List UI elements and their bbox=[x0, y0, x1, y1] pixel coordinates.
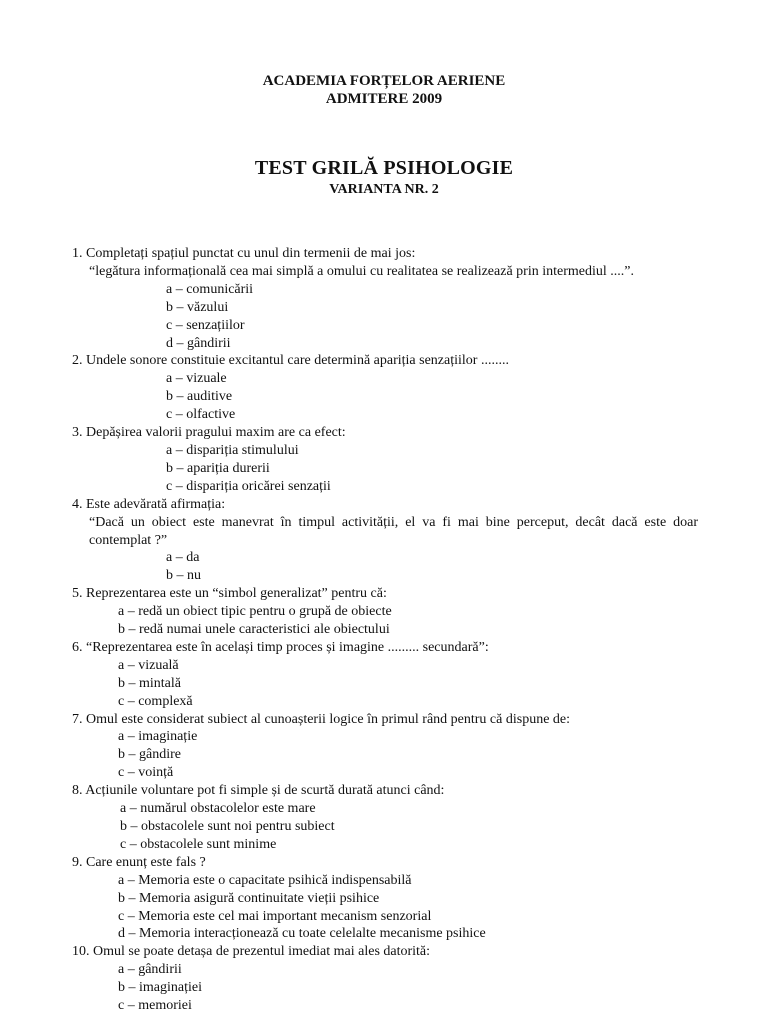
answer-option: a – vizuale bbox=[166, 371, 227, 387]
answer-option: c – obstacolele sunt minime bbox=[120, 836, 277, 852]
answer-option: d – gândirii bbox=[166, 335, 231, 351]
answer-option: a – numărul obstacolelor este mare bbox=[120, 801, 316, 817]
answer-option: d – Memoria interacționează cu toate celelalte mecanisme psihice bbox=[118, 926, 486, 942]
answer-option: a – redă un obiect tipic pentru o grupă de obiecte bbox=[118, 604, 392, 620]
admission-year: ADMITERE 2009 bbox=[325, 91, 443, 107]
question-list bbox=[72, 245, 698, 1015]
answer-option: b – imaginației bbox=[118, 980, 202, 996]
test-title-block bbox=[0, 156, 768, 199]
question-3 bbox=[72, 424, 698, 496]
question-5 bbox=[72, 585, 698, 639]
answer-option: c – voință bbox=[118, 765, 174, 781]
question-2 bbox=[72, 352, 698, 424]
question-text: 2. Undele sonore constituie excitantul care determină apariția senzațiilor ........ bbox=[72, 353, 509, 369]
institution-name: ACADEMIA FORȚELOR AERIENE bbox=[262, 73, 506, 89]
answer-option: a – dispariția stimulului bbox=[166, 442, 299, 458]
test-variant: VARIANTA NR. 2 bbox=[329, 182, 439, 197]
answer-option: b – nu bbox=[166, 568, 201, 584]
question-text: 10. Omul se poate detașa de prezentul imediat mai ales datorită: bbox=[72, 944, 431, 960]
answer-option: b – mintală bbox=[118, 675, 181, 691]
question-quote: “legătura informațională cea mai simplă a omului cu realitatea se realizează prin intermediul ....”. bbox=[89, 263, 634, 279]
answer-option: c – memoriei bbox=[118, 998, 192, 1014]
answer-option: a – vizuală bbox=[118, 657, 179, 673]
answer-option: b – obstacolele sunt noi pentru subiect bbox=[120, 819, 335, 834]
answer-option: a – comunicării bbox=[166, 281, 254, 297]
question-7 bbox=[72, 711, 698, 783]
question-text: 9. Care enunț este fals ? bbox=[72, 854, 206, 870]
question-6 bbox=[72, 639, 698, 711]
answer-option: c – senzațiilor bbox=[166, 317, 245, 333]
test-title: TEST GRILĂ PSIHOLOGIE bbox=[254, 157, 514, 179]
question-text: 5. Reprezentarea este un “simbol generalizat” pentru că: bbox=[72, 586, 387, 602]
answer-option: b – redă numai unele caracteristici ale obiectului bbox=[118, 622, 390, 638]
answer-option: a – imaginație bbox=[118, 729, 198, 745]
question-10 bbox=[72, 943, 698, 1015]
answer-option: c – dispariția oricărei senzații bbox=[166, 478, 331, 494]
answer-option: b – apariția durerii bbox=[166, 460, 270, 476]
answer-option: a – da bbox=[166, 550, 200, 566]
answer-option: c – olfactive bbox=[166, 407, 236, 423]
question-text: 7. Omul este considerat subiect al cunoașterii logice în primul rând pentru că dispune de: bbox=[72, 711, 571, 727]
answer-option: b – gândire bbox=[118, 747, 181, 763]
question-text: 1. Completați spațiul punctat cu unul din termenii de mai jos: bbox=[72, 246, 416, 261]
answer-option: a – Memoria este o capacitate psihică indispensabilă bbox=[118, 872, 412, 888]
document-header bbox=[0, 72, 768, 108]
question-8 bbox=[72, 782, 698, 854]
question-quote: “Dacă un obiect este manevrat în timpul activității, el va fi mai bine perceput, decât dacă este doar contemplat ?” bbox=[89, 514, 698, 548]
answer-option: c – Memoria este cel mai important mecanism senzorial bbox=[118, 908, 432, 924]
answer-option: b – auditive bbox=[166, 389, 233, 405]
answer-option: a – gândirii bbox=[118, 962, 182, 978]
answer-option: c – complexă bbox=[118, 693, 193, 709]
question-4 bbox=[72, 496, 698, 586]
answer-option: b – văzului bbox=[166, 299, 229, 315]
question-9 bbox=[72, 854, 698, 944]
question-text: 6. “Reprezentarea este în același timp proces și imagine ......... secundară”: bbox=[72, 639, 489, 655]
answer-option: b – Memoria asigură continuitate vieții psihice bbox=[118, 890, 380, 906]
question-text: 3. Depășirea valorii pragului maxim are ca efect: bbox=[72, 425, 346, 441]
question-1 bbox=[72, 245, 698, 352]
question-text: 4. Este adevărată afirmația: bbox=[72, 496, 226, 512]
question-text: 8. Acțiunile voluntare pot fi simple și de scurtă durată atunci când: bbox=[72, 783, 445, 799]
